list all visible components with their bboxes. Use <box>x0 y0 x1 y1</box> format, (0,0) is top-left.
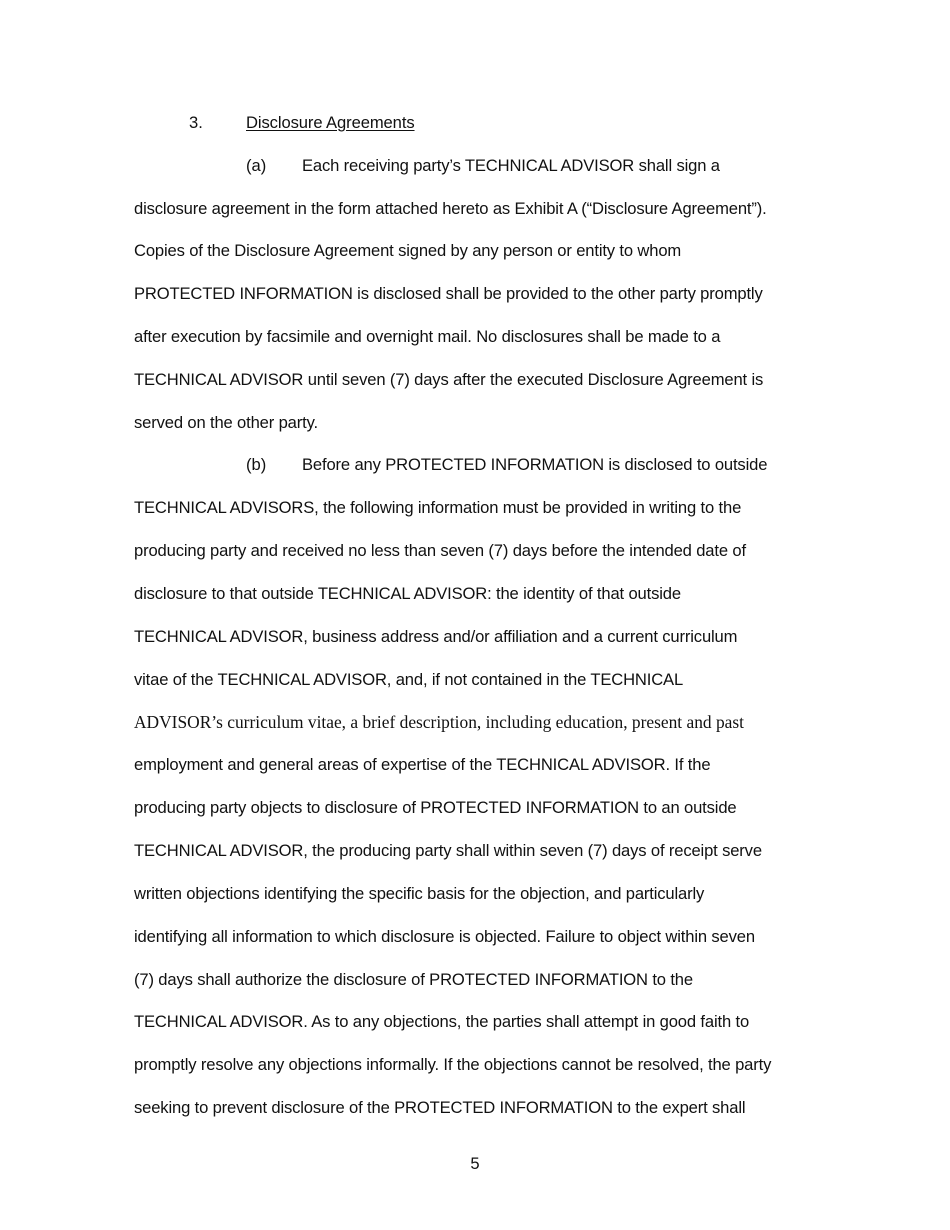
paragraph-b-line: promptly resolve any objections informally. If the objections cannot be resolved, the party <box>134 1055 772 1074</box>
paragraph-a-line: PROTECTED INFORMATION is disclosed shall be provided to the other party promptly <box>134 284 763 303</box>
paragraph-b-line: seeking to prevent disclosure of the PROTECTED INFORMATION to the expert shall <box>134 1098 746 1117</box>
paragraph-b-line: producing party and received no less than seven (7) days before the intended date of <box>134 541 746 560</box>
paragraph-a-line: disclosure agreement in the form attached hereto as Exhibit A (“Disclosure Agreement”). <box>134 199 767 218</box>
paragraph-b-line: (7) days shall authorize the disclosure of PROTECTED INFORMATION to the <box>134 970 693 989</box>
paragraph-b-line: vitae of the TECHNICAL ADVISOR, and, if not contained in the TECHNICAL <box>134 670 684 689</box>
paragraph-a-line: TECHNICAL ADVISOR until seven (7) days after the executed Disclosure Agreement is <box>134 370 764 389</box>
paragraph-a-label: (a) <box>246 156 267 175</box>
paragraph-b-line: disclosure to that outside TECHNICAL ADVISOR: the identity of that outside <box>134 584 681 603</box>
paragraph-a-line: Copies of the Disclosure Agreement signed by any person or entity to whom <box>134 241 682 260</box>
paragraph-b-line: producing party objects to disclosure of PROTECTED INFORMATION to an outside <box>134 798 737 817</box>
paragraph-b-line: TECHNICAL ADVISOR, the producing party shall within seven (7) days of receipt serve <box>134 841 762 860</box>
paragraph-b-line: TECHNICAL ADVISORS, the following information must be provided in writing to the <box>134 498 742 517</box>
page-number: 5 <box>470 1154 480 1173</box>
paragraph-a-line: after execution by facsimile and overnight mail. No disclosures shall be made to a <box>134 327 721 346</box>
paragraph-b-line: Before any PROTECTED INFORMATION is disclosed to outside <box>302 455 768 474</box>
paragraph-b-label: (b) <box>246 455 267 474</box>
paragraph-b-line: written objections identifying the specific basis for the objection, and particularly <box>134 884 705 903</box>
section-title: Disclosure Agreements <box>246 113 415 132</box>
paragraph-b-line: ADVISOR’s curriculum vitae, a brief description, including education, present and past <box>134 712 744 732</box>
paragraph-b-line: employment and general areas of expertise of the TECHNICAL ADVISOR. If the <box>134 755 711 774</box>
paragraph-a-line: Each receiving party’s TECHNICAL ADVISOR shall sign a <box>302 156 720 175</box>
section-number: 3. <box>189 113 203 132</box>
paragraph-b-line: TECHNICAL ADVISOR. As to any objections, the parties shall attempt in good faith to <box>134 1012 750 1031</box>
paragraph-b-line: TECHNICAL ADVISOR, business address and/or affiliation and a current curriculum <box>134 627 738 646</box>
paragraph-b-line: identifying all information to which disclosure is objected. Failure to object within seven <box>134 927 755 946</box>
paragraph-a-line: served on the other party. <box>134 413 318 432</box>
